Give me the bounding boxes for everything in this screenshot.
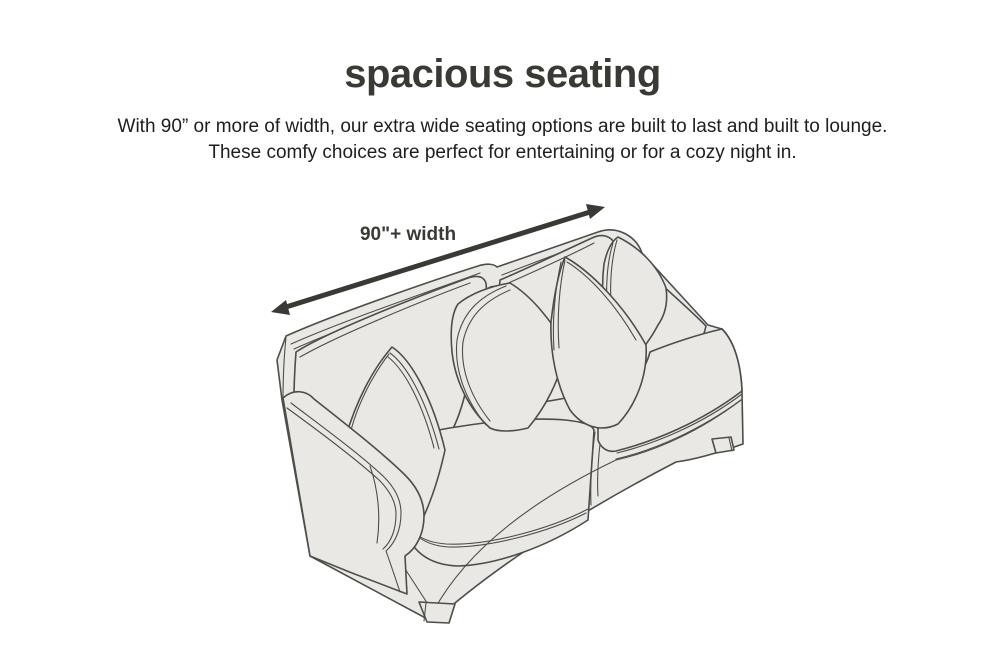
width-arrow-head-right [586, 204, 605, 219]
page-title: spacious seating [344, 52, 661, 96]
width-arrow-head-left [271, 300, 290, 315]
width-arrow-label: 90"+ width [359, 224, 457, 245]
intro-line-1: With 90” or more of width, our extra wide seating options are built to last and built to lounge. [117, 116, 888, 137]
intro-line-2: These comfy choices are perfect for entertaining or for a cozy night in. [208, 142, 797, 163]
